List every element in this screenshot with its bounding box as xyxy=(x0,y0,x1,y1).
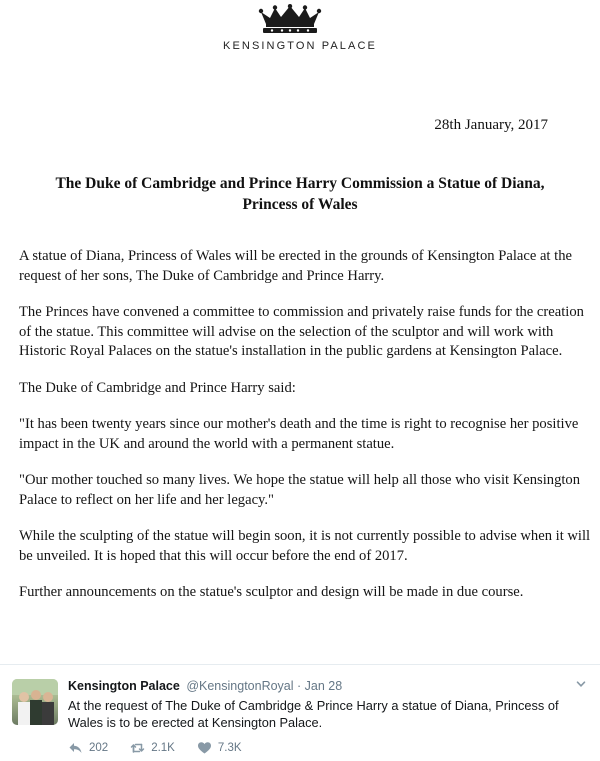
paragraph-3: The Duke of Cambridge and Prince Harry said: xyxy=(19,379,296,396)
paragraph-5: "Our mother touched so many lives. We hope the statue will help all those who visit Kensington Palace to reflect on her life and her legacy." xyxy=(19,472,581,508)
retweet-button[interactable] xyxy=(130,741,175,755)
headline-line-1: The Duke of Cambridge and Prince Harry Commission a Statue of Diana, xyxy=(55,175,545,192)
tweet-text: At the request of The Duke of Cambridge & Prince Harry a statue of Diana, Princess of Wales is to be erected at Kensington Palace. xyxy=(68,698,559,730)
avatar[interactable] xyxy=(12,679,58,725)
avatar-people-icon xyxy=(12,679,58,725)
tweet-date[interactable]: Jan 28 xyxy=(304,679,343,693)
paragraph-4: "It has been twenty years since our mother's death and the time is right to recognise her positive impact in the UK and around the world with a permanent statue. xyxy=(19,416,579,452)
tweet-header xyxy=(68,679,342,693)
paragraph-6: While the sculpting of the statue will begin soon, it is not currently possible to advise when it will be unveiled. It is hoped that this will occur before the end of 2017. xyxy=(19,528,591,564)
letter-date: 28th January, 2017 xyxy=(434,117,548,133)
letter-body xyxy=(19,247,594,620)
paragraph-2: The Princes have convened a committee to commission and privately raise funds for the creation of the statue. This committee will advise on the selection of the sculptor and will work with Historic Royal Palaces on the statue's installation in the public gardens at Kensington Palace. xyxy=(19,304,584,359)
like-button[interactable] xyxy=(197,741,242,755)
retweet-count: 2.1K xyxy=(151,742,175,754)
chevron-down-icon[interactable] xyxy=(576,679,586,689)
tweet-handle[interactable]: @KensingtonRoyal xyxy=(186,679,294,693)
heart-icon xyxy=(197,741,212,755)
like-count: 7.3K xyxy=(217,742,242,754)
tweet-actions xyxy=(68,739,264,757)
paragraph-1: A statue of Diana, Princess of Wales will be erected in the grounds of Kensington Palace at the request of her sons, The Duke of Cambridge and Prince Harry. xyxy=(19,248,572,284)
embedded-tweet[interactable] xyxy=(0,664,600,761)
tweet-separator: · xyxy=(297,679,302,693)
reply-icon xyxy=(68,741,83,755)
headline-line-2: Princess of Wales xyxy=(242,196,358,213)
letter-headline xyxy=(40,173,560,215)
paragraph-7: Further announcements on the statue's sculptor and design will be made in due course. xyxy=(19,584,524,600)
tweet-display-name[interactable]: Kensington Palace xyxy=(68,679,180,693)
letterhead-title: KENSINGTON PALACE xyxy=(223,40,377,52)
reply-button[interactable] xyxy=(68,741,108,755)
reply-count: 202 xyxy=(89,742,109,754)
royal-crown-icon xyxy=(257,4,323,34)
retweet-icon xyxy=(130,741,145,755)
